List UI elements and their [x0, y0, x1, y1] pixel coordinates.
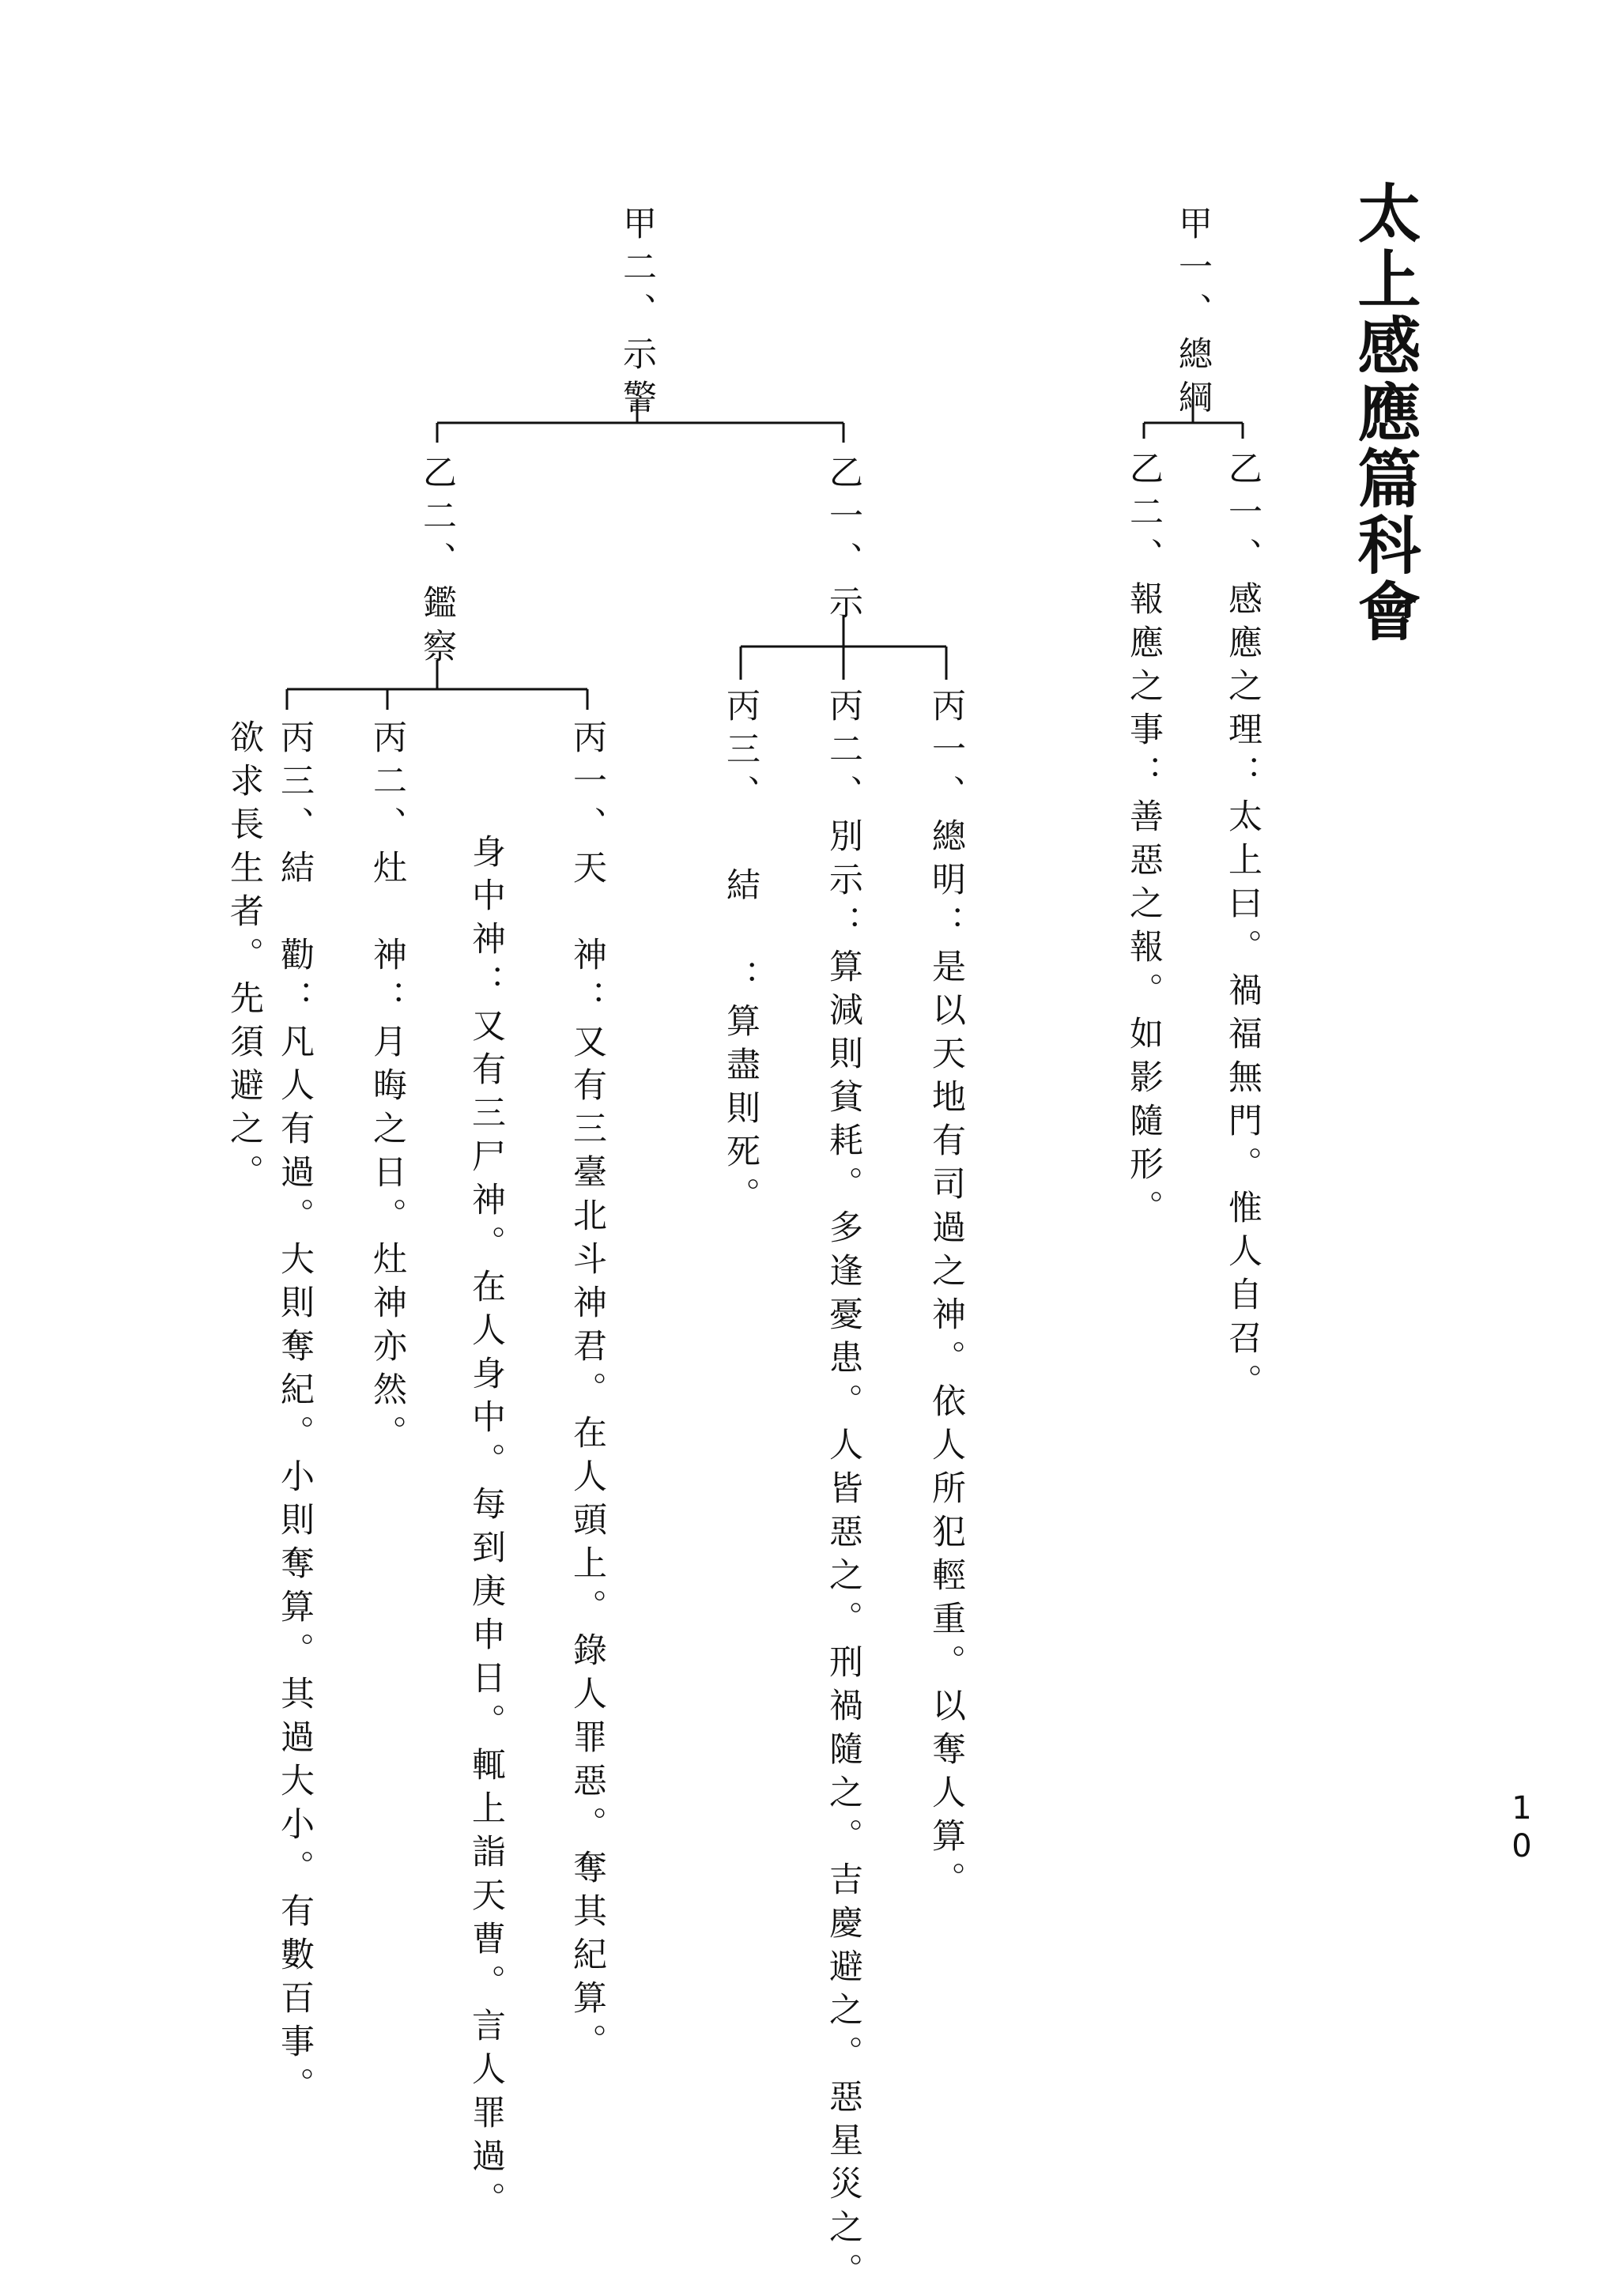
- subsection-shi-heading: 乙一、示: [824, 454, 863, 628]
- item-bing3-jie: 丙三、 結 ：算盡則死。: [721, 688, 760, 1220]
- section-jia1-heading: 甲一、總綱: [1173, 205, 1213, 423]
- page-title: 太上感應篇科會: [1347, 180, 1421, 645]
- item-yi2-baoying: 乙二、報應之事：善惡之報。如影隨形。: [1124, 451, 1164, 1233]
- subsection-jiancha-heading: 乙二、鑑察: [417, 454, 457, 672]
- item-bing1-shenzhongshen: 身中神：又有三尸神。在人身中。每到庚申日。輒上詣天曹。言人罪過。: [466, 834, 506, 2225]
- item-bing1-zongming: 丙一、總明：是以天地有司過之神。依人所犯輕重。以奪人算。: [926, 688, 966, 1905]
- page-number: 10: [1504, 1790, 1540, 1866]
- section-jia2-heading: 甲二、示警: [617, 205, 657, 423]
- item-bing3-jiequan: 丙三、結 勸：凡人有過。大則奪紀。小則奪算。其過大小。有數百事。欲求長生者。先須避之。: [225, 719, 315, 2110]
- item-bing2-bieshi: 丙二、別示：算減則貧耗。多逢憂患。人皆惡之。刑禍隨之。吉慶避之。惡星災之。: [824, 688, 863, 2296]
- item-yi1-ganying: 乙一、感應之理：太上曰。禍福無門。惟人自召。: [1223, 451, 1262, 1407]
- item-bing1-tianshen: 丙一、天 神：又有三臺北斗神君。在人頭上。錄人罪惡。奪其紀算。: [568, 719, 607, 2067]
- item-bing2-zaoshen: 丙二、灶 神：月晦之日。灶神亦然。: [368, 719, 407, 1458]
